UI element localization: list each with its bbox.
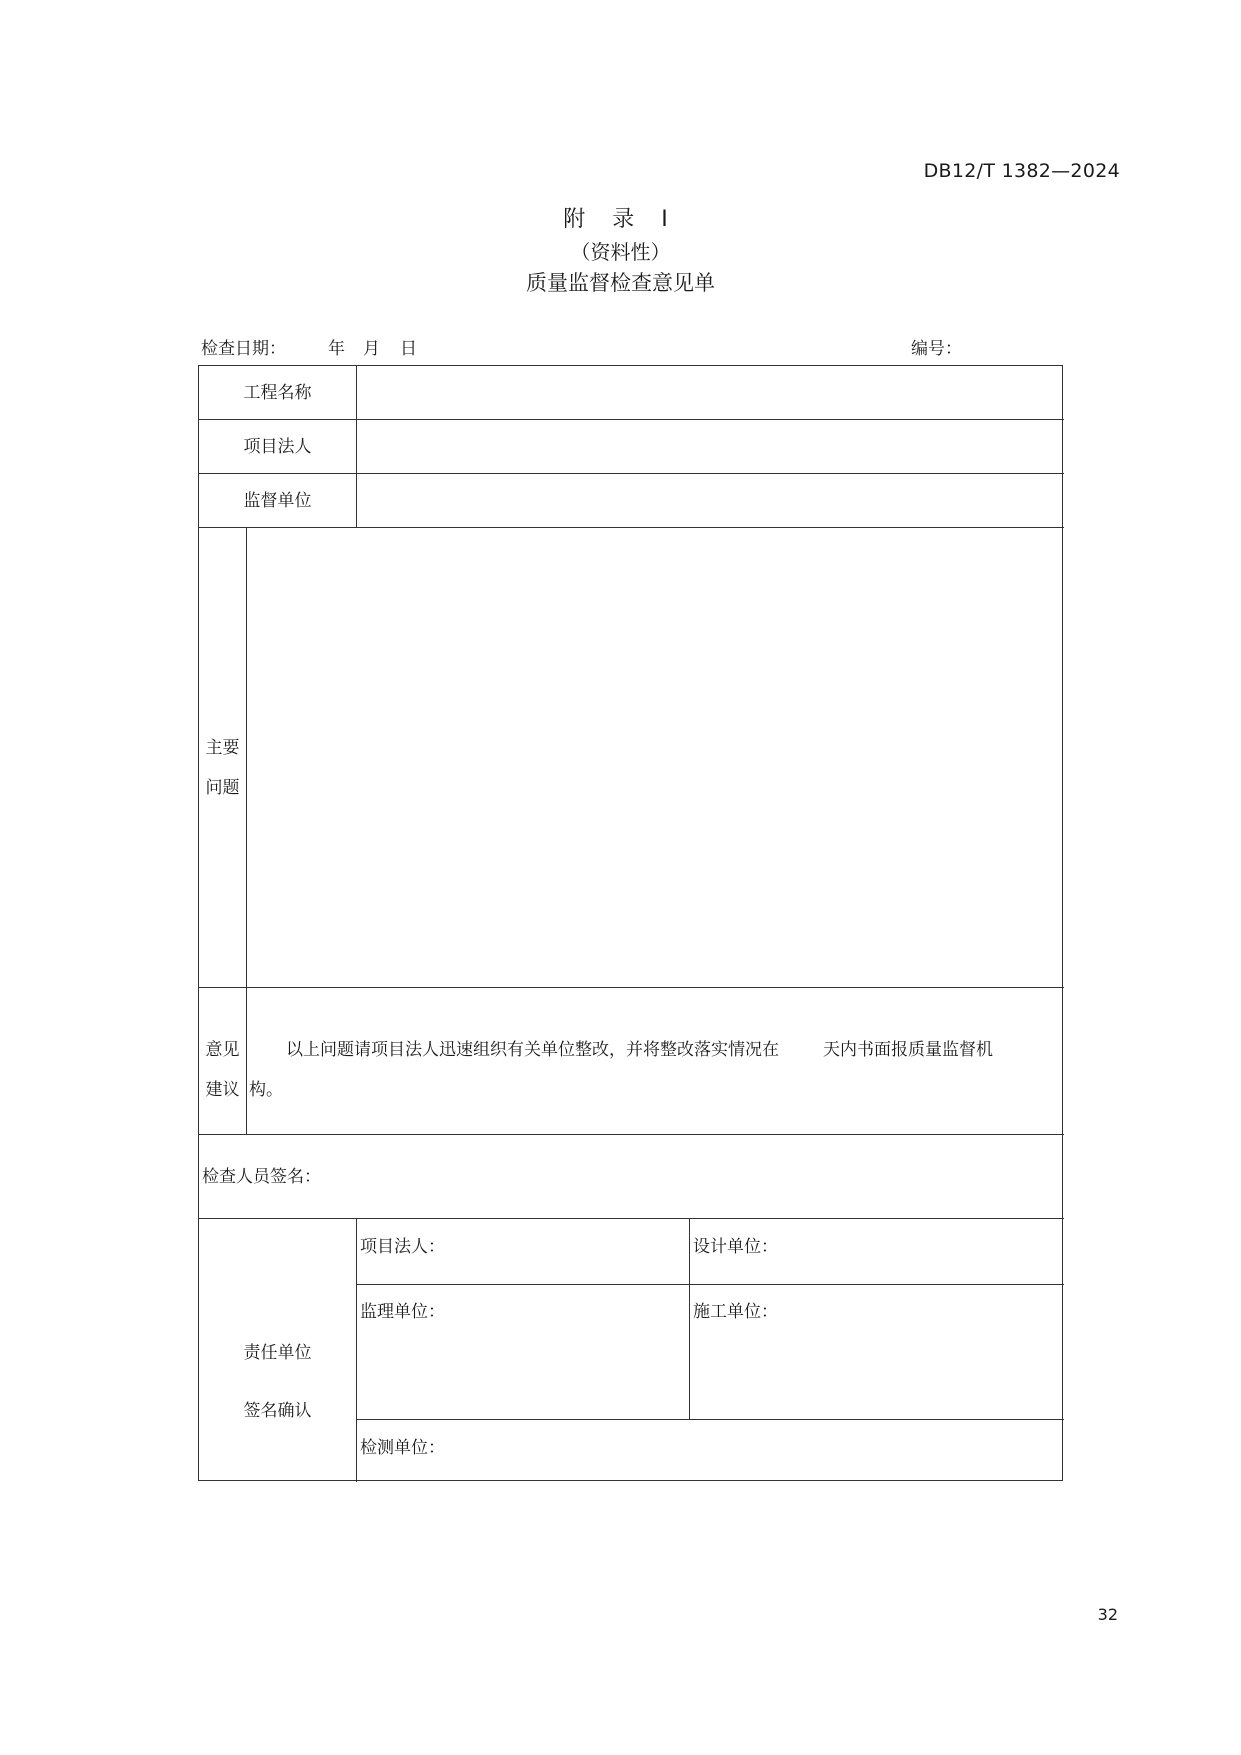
inspector-signature-label: 检查人员签名： <box>202 1167 321 1187</box>
date-day: 日 <box>400 339 417 359</box>
design-unit-signature-label: 设计单位： <box>693 1237 778 1257</box>
opinion-text-line1-cont: 天内书面报质量监督机 <box>823 1040 993 1060</box>
project-name-label: 工程名称 <box>243 383 312 403</box>
project-name-field[interactable] <box>357 367 1063 419</box>
supervision-unit-signature-label: 监理单位： <box>360 1302 445 1322</box>
main-issues-label-line1: 主要 <box>205 738 240 758</box>
form-title: 质量监督检查意见单 <box>526 271 715 295</box>
opinion-text <box>249 1030 1063 1110</box>
testing-unit-signature-label: 检测单位： <box>360 1438 445 1458</box>
responsible-units-label <box>199 1324 356 1440</box>
main-issues-field[interactable] <box>247 528 1063 986</box>
inspection-date-label: 检查日期： <box>201 339 286 359</box>
appendix-nature: （资料性） <box>570 240 671 264</box>
inspection-form-table <box>198 365 1063 1481</box>
construction-unit-signature-label: 施工单位： <box>693 1302 778 1322</box>
project-owner-label: 项目法人 <box>243 437 312 457</box>
opinion-label-line1: 意见 <box>205 1040 240 1060</box>
opinion-text-line1: 以上问题请项目法人迅速组织有关单位整改，并将整改落实情况在 <box>286 1040 779 1060</box>
supervising-unit-field[interactable] <box>357 474 1063 526</box>
project-owner-field[interactable] <box>357 420 1063 472</box>
appendix-heading: 附 录 I <box>563 207 678 232</box>
opinion-label-line2: 建议 <box>205 1080 240 1100</box>
main-issues-label <box>199 728 246 808</box>
opinion-text-line2: 构。 <box>249 1080 283 1100</box>
owner-signature-label: 项目法人： <box>360 1237 445 1257</box>
standard-code: DB12/T 1382—2024 <box>923 160 1120 182</box>
date-month: 月 <box>363 339 380 359</box>
form-number-label: 编号： <box>911 339 962 359</box>
main-issues-label-line2: 问题 <box>205 778 240 798</box>
inspection-date-line <box>201 334 417 359</box>
date-year: 年 <box>328 339 345 359</box>
opinion-label <box>199 1030 246 1110</box>
responsible-label-line1: 责任单位 <box>243 1343 312 1363</box>
page-number: 32 <box>1097 1605 1118 1624</box>
supervising-unit-label: 监督单位 <box>243 491 312 511</box>
responsible-label-line2: 签名确认 <box>243 1401 312 1421</box>
